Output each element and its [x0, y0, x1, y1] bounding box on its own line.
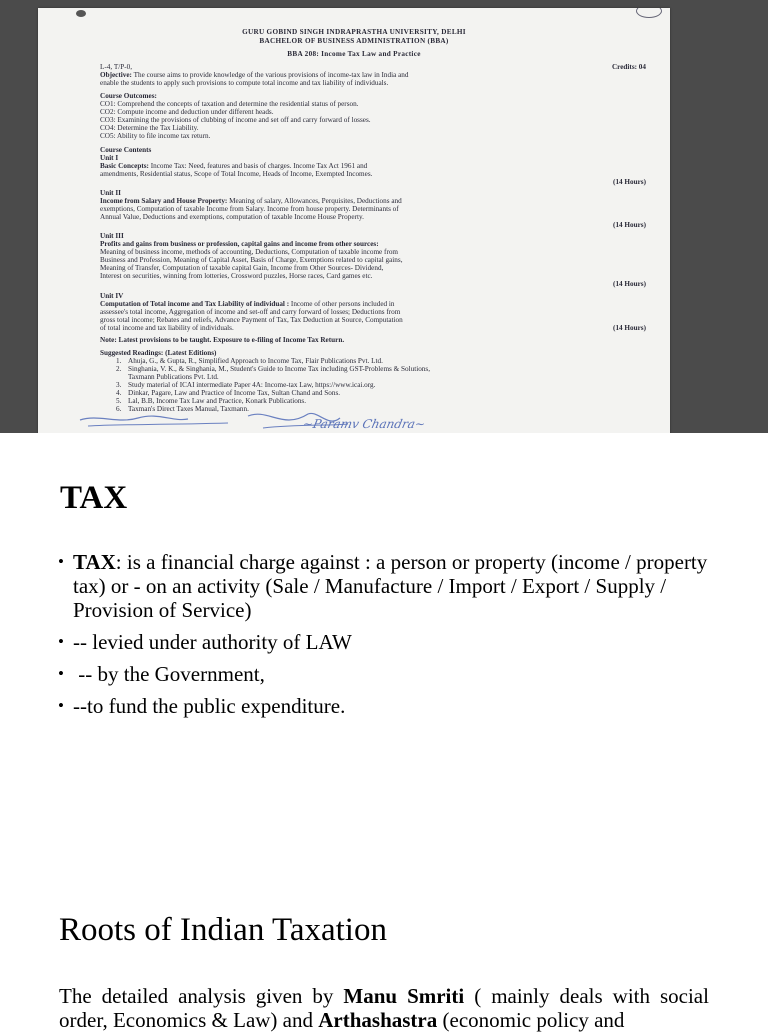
unit3-line2: Meaning of business income, methods of accounting, Deductions, Computation of taxable income from: [100, 248, 399, 256]
tax-definition-bullet: • TAX: is a financial charge against : a person or property (income / property tax) or - on an activity (Sale / Manufacture / Import / Export / Supply / Provision of Service): [58, 550, 718, 622]
outcome-item: CO1: Comprehend the concepts of taxation and determine the residential status of person.: [100, 100, 359, 108]
unit3-line4: Meaning of Transfer, Computation of taxable capital Gain, Income from Other Sources- Dividend,: [100, 264, 384, 272]
tax-bullet: • -- levied under authority of LAW: [58, 630, 718, 654]
unit1-line1: Basic Concepts: Income Tax: Need, features and basis of charges. Income Tax Act 1961 and: [100, 162, 368, 170]
unit3-line5: Interest on securities, winning from lotteries, Crossword puzzles, Horse races, Card games etc.: [100, 272, 373, 280]
unit3-hours: (14 Hours): [613, 280, 646, 288]
unit3-title: Unit III: [100, 232, 124, 240]
arthashastra: Arthashastra: [318, 1008, 438, 1032]
unit4-line3: gross total income; Rebates and reliefs, Advance Payment of Tax, Tax Deduction at Source, Computation: [100, 316, 403, 324]
reading-item: 5. Lal, B.B, Income Tax Law and Practice, Konark Publications.: [116, 397, 307, 405]
unit4-line2: assessee's total income, Aggregation of income and set-off and carry forward of losses; Deductions from: [100, 308, 401, 316]
objective-line1: Objective: The course aims to provide knowledge of the various provisions of income-tax law in India and: [100, 71, 409, 79]
unit3-line3: Business and Profession, Meaning of Capital Asset, Basis of Charge, Exemptions related to capital gains,: [100, 256, 403, 264]
unit4-title: Unit IV: [100, 292, 124, 300]
outcome-item: CO4: Determine the Tax Liability.: [100, 124, 199, 132]
unit4-hours: (14 Hours): [613, 324, 646, 332]
unit4-line4: of total income and tax liability of individuals.: [100, 324, 234, 332]
reading-item: 1. Ahuja, G., & Gupta, R., Simplified Approach to Income Tax, Flair Publications Pvt. Ltd.: [116, 357, 383, 365]
signature-name-scrawl: ~Paramv Chandra~: [301, 417, 427, 431]
readings-title: Suggested Readings: (Latest Editions): [100, 349, 217, 357]
reading-item: Taxmann Publications Pvt. Ltd.: [128, 373, 219, 381]
university-name: GURU GOBIND SINGH INDRAPRASTHA UNIVERSITY, DELHI: [242, 28, 466, 36]
ltp-line: L-4, T/P-0,: [100, 63, 133, 71]
unit1-line2: amendments, Residential status, Scope of Total Income, Heads of Income, Exempted Incomes.: [100, 170, 373, 178]
objective-line2: enable the students to apply such provisions to compute total income and tax liability of individuals.: [100, 79, 389, 87]
syllabus-scan: [38, 8, 670, 433]
reading-item: 3. Study material of ICAI intermediate Paper 4A: Income-tax Law, https://www.icai.org.: [116, 381, 376, 389]
reading-item: 6. Taxman's Direct Taxes Manual, Taxmann.: [116, 405, 249, 413]
unit1-hours: (14 Hours): [613, 178, 646, 186]
outcome-item: CO3: Examining the provisions of clubbing of income and set off and carry forward of losses.: [100, 116, 371, 124]
reading-item: 4. Dinkar, Pagare, Law and Practice of Income Tax, Sultan Chand and Sons.: [116, 389, 341, 397]
unit2-line3: Annual Value, Deductions and exemptions, computation of taxable Income House Property.: [100, 213, 364, 221]
reading-item: 2. Singhania, V. K., & Singhania, M., Student's Guide to Income Tax including GST-Problems & Solutions,: [116, 365, 430, 373]
paper-title: BBA 208: Income Tax Law and Practice: [287, 50, 421, 58]
unit2-title: Unit II: [100, 189, 121, 197]
outcome-item: CO2: Compute income and deduction under different heads.: [100, 108, 274, 116]
unit4-line1: Computation of Total income and Tax Liability of individual : Income of other persons included in: [100, 300, 395, 308]
contents-title: Course Contents: [100, 146, 152, 154]
tax-bullet: • -- by the Government,: [58, 662, 718, 686]
unit3-line1: Profits and gains from business or profession, capital gains and income from other sources:: [100, 240, 379, 248]
corner-mark: [636, 8, 662, 18]
unit2-hours: (14 Hours): [613, 221, 646, 229]
tax-heading: TAX: [60, 480, 128, 516]
manu-smriti: Manu Smriti: [343, 984, 465, 1008]
outcome-item: CO5: Ability to file income tax return.: [100, 132, 211, 140]
roots-heading: Roots of Indian Taxation: [59, 912, 387, 948]
punch-hole: [76, 10, 86, 17]
programme-name: BACHELOR OF BUSINESS ADMINISTRATION (BBA): [259, 37, 449, 45]
unit1-title: Unit I: [100, 154, 119, 162]
credits: Credits: 04: [611, 63, 646, 71]
roots-paragraph: The detailed analysis given by Manu Smriti ( mainly deals with social order, Economics & Law) and Arthashastra (economic policy and: [59, 984, 709, 1032]
unit2-line2: exemptions, Computation of taxable Income from Salary. Income from house property. Determinants of: [100, 205, 399, 213]
note: Note: Latest provisions to be taught. Exposure to e-filing of Income Tax Return.: [100, 336, 345, 344]
scanned-document-band: [0, 0, 768, 433]
unit2-line1: Income from Salary and House Property: Meaning of salary, Allowances, Perquisites, Deductions and: [100, 197, 402, 205]
tax-bullet-list: [58, 550, 718, 726]
tax-bullet: • --to fund the public expenditure.: [58, 694, 718, 718]
outcomes-title: Course Outcomes:: [100, 92, 157, 100]
